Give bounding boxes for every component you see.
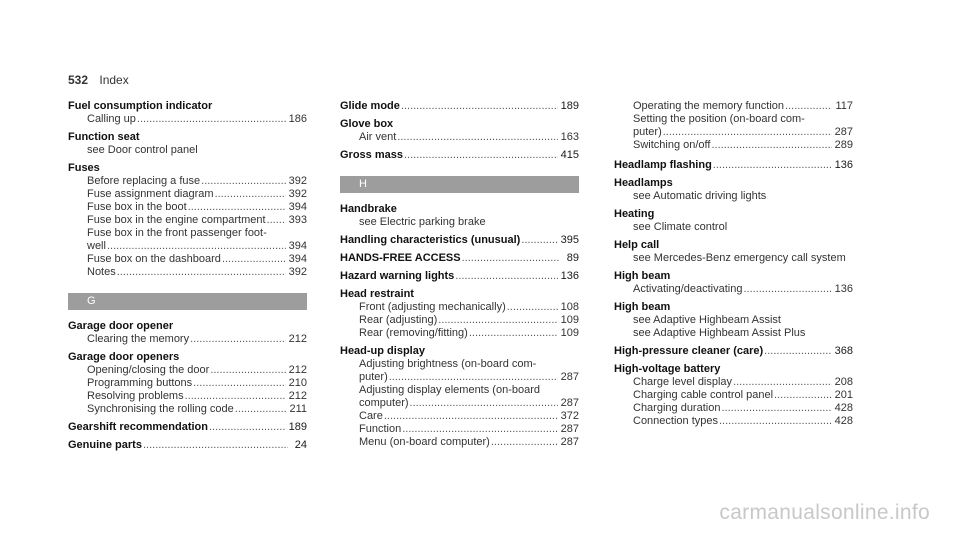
entry-heading: High-pressure cleaner (care) (614, 345, 764, 357)
dot-leader (201, 175, 286, 188)
sub-entry (614, 415, 853, 428)
sub-entry-text: Fuse assignment diagram (87, 188, 214, 200)
sub-entry-text: Fuse box in the front passenger foot- (87, 227, 267, 239)
entry-heading: HANDS-FREE ACCESS (340, 252, 461, 264)
entry-heading: Handbrake (340, 203, 397, 215)
dot-leader (743, 283, 831, 296)
sub-entry (614, 221, 853, 234)
page-reference: 287 (834, 126, 853, 138)
entry-heading: High beam (614, 301, 671, 313)
sub-entry (68, 144, 307, 157)
dot-leader (384, 410, 558, 423)
watermark: carmanualsonline.info (719, 501, 930, 524)
index-entry (68, 100, 307, 126)
page-reference: 186 (288, 113, 307, 125)
index-entry (68, 351, 307, 416)
sub-entry-text: Fuse box in the engine compartment (87, 214, 266, 226)
page-reference: 109 (560, 327, 579, 339)
page-reference: 428 (834, 415, 853, 427)
page-reference: 210 (288, 377, 307, 389)
index-entry (340, 149, 579, 162)
entry-heading: Genuine parts (68, 439, 142, 451)
page-reference: 212 (288, 364, 307, 376)
page-reference: 163 (560, 131, 579, 143)
dot-leader (774, 389, 832, 402)
sub-entry (614, 190, 853, 203)
sub-entry (68, 253, 307, 266)
sub-entry (614, 376, 853, 389)
dot-leader (117, 266, 286, 279)
sub-entry-text: Front (adjusting mechanically) (359, 301, 506, 313)
dot-leader (404, 149, 558, 162)
sub-entry (614, 100, 853, 113)
dot-leader (402, 423, 557, 436)
sub-entry (614, 283, 853, 296)
index-entry (614, 345, 853, 358)
page-reference: 392 (288, 188, 307, 200)
sub-entry-text: Rear (removing/fitting) (359, 327, 468, 339)
dot-leader (491, 436, 558, 449)
dot-leader (389, 371, 558, 384)
sub-entry (68, 214, 307, 227)
dot-leader (185, 390, 286, 403)
letter-heading: G (68, 293, 307, 310)
sub-entry-text: Connection types (633, 415, 718, 427)
sub-entry-text: Notes (87, 266, 116, 278)
sub-entry-text: Fuse box in the boot (87, 201, 187, 213)
dot-leader (222, 253, 286, 266)
sub-entry-text: Charging cable control panel (633, 389, 774, 401)
entry-heading: High beam (614, 270, 671, 282)
page-reference: 201 (834, 389, 853, 401)
sub-entry-text: see Climate control (633, 221, 728, 233)
sub-entry (68, 364, 307, 377)
index-entry (340, 252, 579, 265)
dot-leader (785, 100, 832, 113)
sub-entry-text: Synchronising the rolling code (87, 403, 234, 415)
index-entry (614, 270, 853, 296)
sub-entry-text: Programming buttons (87, 377, 193, 389)
index-entry (614, 159, 853, 172)
sub-entry (614, 139, 853, 152)
index-entry (340, 270, 579, 283)
entry-heading: Help call (614, 239, 660, 251)
entry-heading: Glove box (340, 118, 394, 130)
index-entry-line (340, 270, 579, 283)
dot-leader (663, 126, 832, 139)
page-reference: 394 (288, 240, 307, 252)
sub-entry (340, 384, 579, 397)
entry-heading: Garage door openers (68, 351, 180, 363)
dot-leader (397, 131, 557, 144)
entry-heading: Fuel consumption indicator (68, 100, 213, 112)
index-entry (614, 301, 853, 340)
index-entry-line (68, 439, 307, 452)
sub-entry (340, 314, 579, 327)
index-entry-line (614, 345, 853, 358)
sub-entry (340, 371, 579, 384)
dot-leader (507, 301, 558, 314)
entry-heading: Headlamps (614, 177, 673, 189)
page-reference: 208 (834, 376, 853, 388)
page-reference: 393 (288, 214, 307, 226)
sub-entry-text: Resolving problems (87, 390, 184, 402)
index-entry-line (340, 100, 579, 113)
section-title: Index (99, 73, 129, 87)
sub-entry (68, 266, 307, 279)
entry-heading: Function seat (68, 131, 140, 143)
index-entry-line (614, 159, 853, 172)
page-reference: 372 (560, 410, 579, 422)
index-column-1 (68, 100, 307, 457)
dot-leader (190, 333, 286, 346)
sub-entry-text: computer) (359, 397, 409, 409)
entry-heading: Hazard warning lights (340, 270, 455, 282)
sub-entry (614, 314, 853, 327)
sub-entry-text: Charge level display (633, 376, 733, 388)
page-reference: 109 (560, 314, 579, 326)
page-reference: 287 (560, 423, 579, 435)
index-entry (614, 100, 853, 152)
sub-entry (68, 403, 307, 416)
sub-entry (68, 113, 307, 126)
index-entry (340, 100, 579, 113)
index-entry (68, 421, 307, 434)
sub-entry (340, 358, 579, 371)
sub-entry-text: Menu (on-board computer) (359, 436, 490, 448)
sub-entry-text: Switching on/off (633, 139, 711, 151)
page-reference: 189 (560, 100, 579, 112)
sub-entry (614, 389, 853, 402)
entry-heading: Head restraint (340, 288, 414, 300)
page-reference: 368 (834, 345, 853, 357)
dot-leader (455, 270, 557, 283)
index-entry (614, 239, 853, 265)
sub-entry-text: Before replacing a fuse (87, 175, 201, 187)
sub-entry-text: Adjusting brightness (on-board com- (359, 358, 537, 370)
entry-heading: Fuses (68, 162, 100, 174)
sub-entry (614, 126, 853, 139)
dot-leader (721, 402, 831, 415)
dot-leader (719, 415, 832, 428)
sub-entry (614, 113, 853, 126)
dot-leader (188, 201, 286, 214)
index-entry-line (68, 421, 307, 434)
page-reference: 108 (560, 301, 579, 313)
index-entry (68, 320, 307, 346)
sub-entry-text: see Adaptive Highbeam Assist Plus (633, 327, 806, 339)
page-header (68, 73, 129, 87)
page-reference: 392 (288, 175, 307, 187)
dot-leader (764, 345, 831, 358)
sub-entry (614, 252, 853, 265)
dot-leader (410, 397, 558, 410)
page-reference: 211 (289, 403, 307, 415)
sub-entry (340, 216, 579, 229)
entry-heading: Headlamp flashing (614, 159, 712, 171)
sub-entry (68, 240, 307, 253)
dot-leader (143, 439, 288, 452)
entry-heading: High-voltage battery (614, 363, 721, 375)
sub-entry-text: Operating the memory function (633, 100, 785, 112)
sub-entry (614, 402, 853, 415)
sub-entry-text: Setting the position (on-board com- (633, 113, 805, 125)
dot-leader (235, 403, 287, 416)
sub-entry (68, 377, 307, 390)
sub-entry (68, 201, 307, 214)
sub-entry-text: Care (359, 410, 383, 422)
dot-leader (438, 314, 557, 327)
sub-entry (68, 175, 307, 188)
sub-entry-text: see Automatic driving lights (633, 190, 767, 202)
page-reference: 289 (834, 139, 853, 151)
sub-entry-text: Rear (adjusting) (359, 314, 438, 326)
sub-entry-text: Activating/deactivating (633, 283, 743, 295)
sub-entry (68, 333, 307, 346)
entry-heading: Head-up display (340, 345, 425, 357)
index-column-2 (340, 100, 579, 454)
sub-entry (340, 397, 579, 410)
index-entry (614, 208, 853, 234)
sub-entry (68, 188, 307, 201)
sub-entry-text: see Adaptive Highbeam Assist (633, 314, 781, 326)
entry-heading: Gearshift recommendation (68, 421, 208, 433)
sub-entry (340, 436, 579, 449)
sub-entry-text: Charging duration (633, 402, 721, 414)
sub-entry-text: puter) (633, 126, 662, 138)
dot-leader (711, 139, 831, 152)
page-reference: 287 (560, 436, 579, 448)
sub-entry (614, 327, 853, 340)
page-reference: 415 (560, 149, 579, 161)
index-entry (614, 363, 853, 428)
page-reference: 136 (834, 159, 853, 171)
page-reference: 428 (834, 402, 853, 414)
index-entry (340, 288, 579, 340)
index-column-3 (614, 100, 853, 433)
sub-entry-text: well (87, 240, 106, 252)
index-entry (68, 162, 307, 279)
sub-entry-text: Opening/closing the door (87, 364, 210, 376)
page-reference: 212 (288, 333, 307, 345)
page-number: 532 (68, 73, 89, 87)
entry-heading: Handling characteristics (unusual) (340, 234, 521, 246)
entry-heading: Gross mass (340, 149, 403, 161)
dot-leader (107, 240, 286, 253)
index-entry (68, 439, 307, 452)
sub-entry-text: Fuse box on the dashboard (87, 253, 221, 265)
page-reference: 89 (566, 252, 579, 264)
index-entry-line (340, 234, 579, 247)
page-reference: 136 (834, 283, 853, 295)
index-entry (614, 177, 853, 203)
page-reference: 395 (560, 234, 579, 246)
sub-entry (68, 227, 307, 240)
letter-heading: H (340, 176, 579, 193)
dot-leader (713, 159, 832, 172)
dot-leader (137, 113, 286, 126)
sub-entry-text: see Door control panel (87, 144, 198, 156)
dot-leader (193, 377, 285, 390)
entry-heading: Heating (614, 208, 655, 220)
dot-leader (267, 214, 286, 227)
sub-entry (340, 301, 579, 314)
page-reference: 394 (288, 253, 307, 265)
index-entry (340, 234, 579, 247)
sub-entry-text: Calling up (87, 113, 136, 125)
sub-entry (340, 423, 579, 436)
index-entry-line (340, 252, 579, 265)
dot-leader (215, 188, 286, 201)
index-entry-line (340, 149, 579, 162)
page-reference: 392 (288, 266, 307, 278)
sub-entry-text: Air vent (359, 131, 397, 143)
sub-entry-text: Function (359, 423, 402, 435)
dot-leader (733, 376, 832, 389)
sub-entry (68, 390, 307, 403)
page-reference: 212 (288, 390, 307, 402)
page-reference: 287 (560, 371, 579, 383)
sub-entry (340, 410, 579, 423)
page-reference: 287 (560, 397, 579, 409)
page-reference: 189 (288, 421, 307, 433)
index-entry (340, 345, 579, 449)
index-entry (340, 118, 579, 144)
sub-entry-text: see Mercedes-Benz emergency call system (633, 252, 846, 264)
sub-entry-text: puter) (359, 371, 388, 383)
dot-leader (462, 252, 560, 265)
page-reference: 117 (835, 100, 853, 112)
index-entry (340, 203, 579, 229)
sub-entry (340, 131, 579, 144)
dot-leader (401, 100, 558, 113)
sub-entry (340, 327, 579, 340)
sub-entry-text: Adjusting display elements (on-board (359, 384, 540, 396)
dot-leader (210, 364, 285, 377)
sub-entry-text: see Electric parking brake (359, 216, 486, 228)
dot-leader (209, 421, 286, 434)
page-reference: 136 (560, 270, 579, 282)
dot-leader (469, 327, 558, 340)
dot-leader (521, 234, 557, 247)
entry-heading: Glide mode (340, 100, 400, 112)
page-reference: 24 (294, 439, 307, 451)
sub-entry-text: Clearing the memory (87, 333, 190, 345)
entry-heading: Garage door opener (68, 320, 174, 332)
index-entry (68, 131, 307, 157)
page-reference: 394 (288, 201, 307, 213)
